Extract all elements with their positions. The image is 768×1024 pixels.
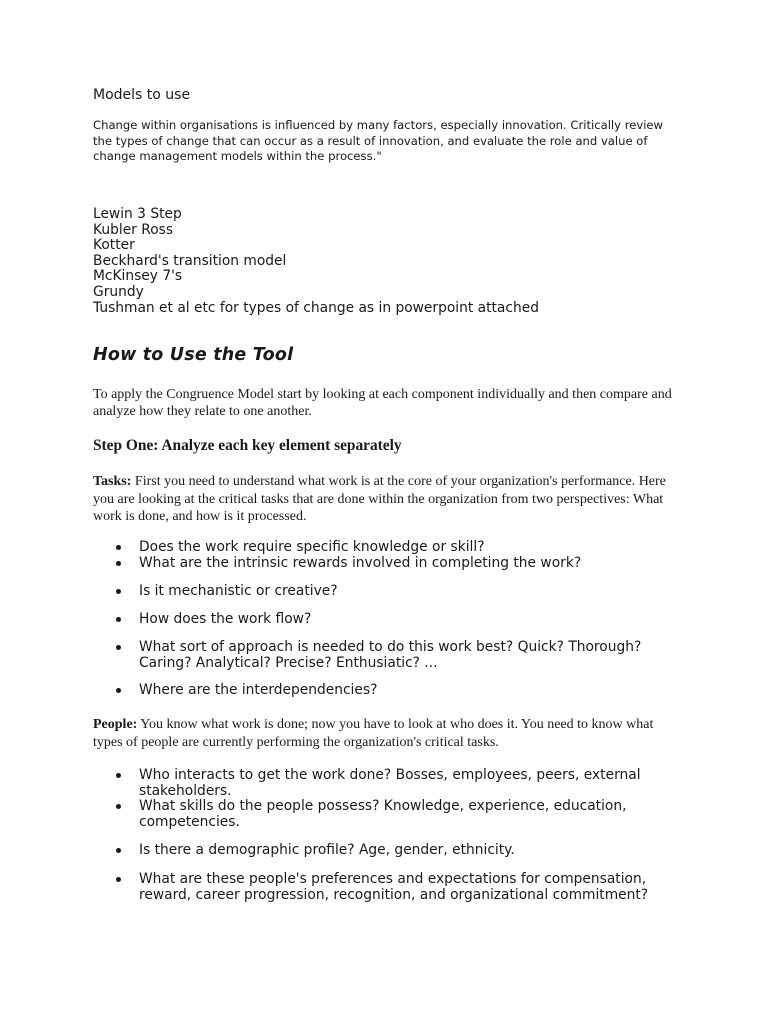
bullet-icon	[116, 877, 121, 882]
list-item-text: Is there a demographic profile? Age, gender, ethnicity.	[139, 842, 515, 858]
list-item	[115, 584, 675, 600]
bullet-icon	[116, 848, 121, 853]
model-item: Kotter	[93, 237, 135, 254]
bullet-icon	[116, 804, 121, 809]
list-item	[115, 540, 675, 556]
bullet-icon	[116, 545, 121, 550]
list-item	[115, 768, 675, 799]
list-item	[115, 872, 675, 903]
list-item-text: How does the work flow?	[139, 611, 312, 627]
model-item: McKinsey 7's	[93, 268, 183, 285]
people-paragraph	[93, 716, 673, 752]
bullet-icon	[116, 688, 121, 693]
list-item-text: What skills do the people possess? Knowledge, experience, education, competencies.	[139, 798, 627, 830]
list-item-text: What are the intrinsic rewards involved in completing the work?	[139, 555, 582, 571]
people-label: People:	[93, 717, 138, 732]
bullet-icon	[116, 645, 121, 650]
step-one-heading: Step One: Analyze each key element separately	[93, 437, 402, 454]
tasks-label: Tasks:	[93, 474, 132, 489]
list-item-text: Does the work require specific knowledge or skill?	[139, 539, 485, 555]
tool-heading: How to Use the Tool	[93, 345, 294, 365]
list-item-text: What are these people's preferences and expectations for compensation, reward, career progression, recognition, and organizational commitment?	[139, 871, 649, 903]
tasks-text: First you need to understand what work is at the core of your organization's performance. Here you are looking at the critical tasks that are done within the organization from two perspectives: What work is done, and how is it processed.	[93, 474, 666, 524]
model-item: Kubler Ross	[93, 221, 174, 238]
model-item: Grundy	[93, 283, 144, 300]
people-text: You know what work is done; now you have to look at who does it. You need to know what types of people are currently performing the organization's critical tasks.	[93, 717, 654, 750]
list-item	[115, 556, 675, 572]
models-heading: Models to use	[93, 87, 191, 103]
list-item	[115, 799, 675, 830]
model-item: Beckhard's transition model	[93, 252, 287, 269]
bullet-icon	[116, 561, 121, 566]
bullet-icon	[116, 773, 121, 778]
list-item	[115, 640, 675, 671]
bullet-icon	[116, 589, 121, 594]
list-item-text: Where are the interdependencies?	[139, 682, 378, 698]
list-item	[115, 683, 675, 699]
list-item	[115, 612, 675, 628]
list-item	[115, 843, 675, 859]
intro-paragraph: To apply the Congruence Model start by looking at each component individually and then compare and analyze how they relate to one another.	[93, 387, 672, 419]
essay-prompt: Change within organisations is influenced by many factors, especially innovation. Critically review the types of change that can occur as a result of innovation, and evaluate the role and value of change management models within the process."	[93, 118, 664, 163]
bullet-icon	[116, 617, 121, 622]
list-item-text: What sort of approach is needed to do this work best? Quick? Thorough? Caring? Analytical? Precise? Enthusiatic? ...	[139, 639, 642, 671]
tasks-paragraph	[93, 473, 673, 526]
list-item-text: Who interacts to get the work done? Bosses, employees, peers, external stakeholders.	[139, 767, 641, 799]
model-item: Lewin 3 Step	[93, 206, 182, 222]
list-item-text: Is it mechanistic or creative?	[139, 583, 338, 599]
models-list	[93, 207, 539, 316]
model-item: Tushman et al etc for types of change as in powerpoint attached	[93, 299, 539, 316]
